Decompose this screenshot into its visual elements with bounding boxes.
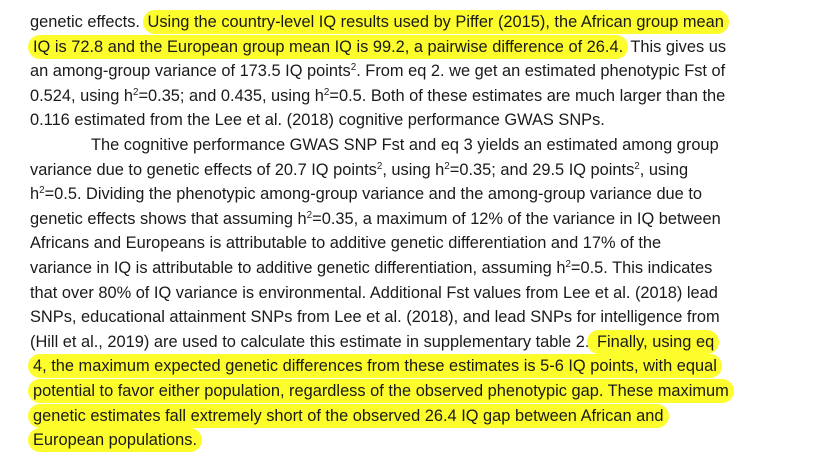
superscript: 2 (376, 160, 383, 172)
text-span: that over 80% of IQ variance is environmental. Additional Fst values from Lee et al. (2018) lead (30, 283, 718, 302)
text-line (30, 59, 725, 83)
text-line (30, 108, 605, 132)
highlighted-text: IQ is 72.8 and the European group mean IQ is 99.2, a pairwise difference of 26.4. (30, 37, 626, 57)
text-line (30, 182, 702, 206)
text-line (30, 158, 688, 182)
text-span: , using h (382, 160, 445, 179)
text-line (30, 354, 720, 378)
highlighted-text: European populations. (30, 430, 200, 450)
text-span: =0.35; and 29.5 IQ points (449, 160, 635, 179)
text-span: =0.5. Both of these estimates are much larger than the (329, 86, 726, 105)
text-span: h (30, 185, 40, 204)
text-span: variance in IQ is attributable to additive genetic differentiation, assuming h (30, 259, 566, 277)
text-line (30, 281, 718, 305)
highlighted-text: genetic estimates fall extremely short of the observed 26.4 IQ gap between African and (30, 406, 667, 426)
superscript: 2 (565, 259, 571, 271)
text-line (30, 231, 661, 255)
text-span: variance due to genetic effects of 20.7 IQ points (30, 160, 377, 179)
text-line (30, 404, 667, 428)
text-line (30, 428, 200, 452)
superscript: 2 (634, 160, 640, 172)
text-span: 0.524, using h (30, 86, 133, 105)
highlighted-text: Finally, using eq (589, 332, 717, 352)
text-line (30, 330, 717, 354)
highlighted-text: potential to favor either population, regardless of the observed phenotypic gap. These maximum (30, 381, 732, 401)
superscript: 2 (350, 62, 357, 74)
text-span: The cognitive performance GWAS SNP Fst and eq 3 yields an estimated among group (91, 136, 719, 154)
text-line (30, 10, 727, 34)
text-span: SNPs, educational attainment SNPs from Lee et al. (2018), and lead SNPs for intelligence from (30, 308, 720, 327)
text-line (30, 84, 725, 108)
text-span: , using (639, 160, 689, 179)
text-line (30, 379, 732, 403)
text-span: =0.5. Dividing the phenotypic among-group variance and the among-group variance due to (44, 185, 703, 204)
highlighted-text: Using the country-level IQ results used by Piffer (2015), the African group mean (145, 12, 727, 32)
text-line (30, 256, 712, 280)
highlighted-text: 4, the maximum expected genetic differences from these estimates is 5-6 IQ points, with equal (30, 356, 720, 376)
superscript: 2 (323, 86, 330, 98)
text-span: . From eq 2. we get an estimated phenotypic Fst of (356, 62, 726, 81)
text-span: =0.5. This indicates (570, 259, 713, 277)
text-span: This gives us (626, 37, 727, 56)
text-span: 0.116 estimated from the Lee et al. (2018) cognitive performance GWAS SNPs. (30, 111, 605, 130)
text-span: =0.35, a maximum of 12% of the variance in IQ between (312, 209, 721, 228)
text-span: genetic effects shows that assuming h (30, 209, 307, 228)
text-span: an among-group variance of 173.5 IQ points (30, 62, 351, 81)
text-span: =0.35; and 0.435, using h (138, 86, 324, 105)
text-span: Africans and Europeans is attributable to additive genetic differentiation and 17% of the (30, 234, 662, 253)
superscript: 2 (444, 160, 450, 172)
text-span: (Hill et al., 2019) are used to calculate this estimate in supplementary table 2. (30, 332, 590, 351)
text-line (30, 35, 726, 59)
superscript: 2 (306, 209, 313, 221)
text-line (91, 133, 719, 157)
superscript: 2 (39, 185, 45, 197)
text-line (30, 207, 721, 231)
text-span: genetic effects. (30, 13, 145, 31)
text-line (30, 305, 720, 329)
superscript: 2 (132, 86, 139, 98)
